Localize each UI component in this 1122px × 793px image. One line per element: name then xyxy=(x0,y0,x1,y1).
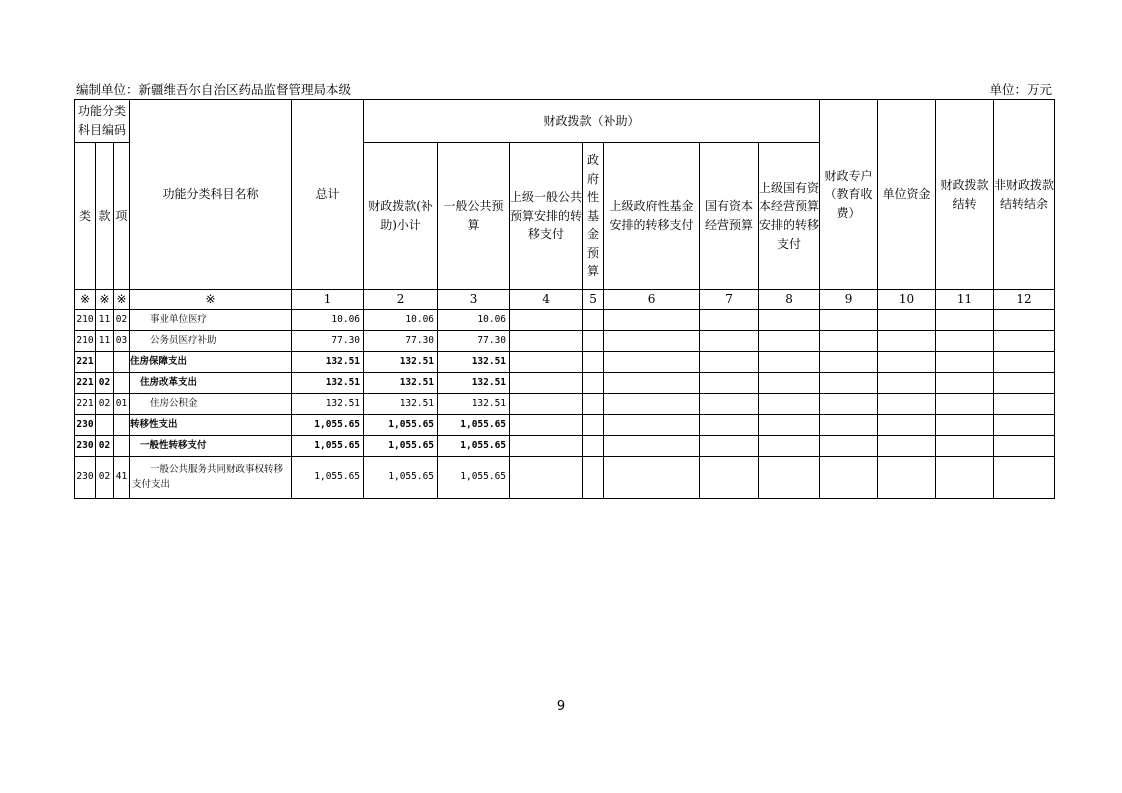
kuan-cell: 02 xyxy=(96,394,114,415)
kuan-cell: 02 xyxy=(96,457,114,499)
table-row xyxy=(75,436,1055,457)
lei-cell: 210 xyxy=(75,310,96,331)
kuan-cell: 02 xyxy=(96,373,114,394)
xiang-cell: 01 xyxy=(114,394,130,415)
kuan-cell xyxy=(96,352,114,373)
index-number: 6 xyxy=(604,290,700,310)
subtotal-cell: 77.30 xyxy=(364,331,438,352)
subtotal-cell: 10.06 xyxy=(364,310,438,331)
total-cell: 1,055.65 xyxy=(292,415,364,436)
currency-unit-label: 单位：万元 xyxy=(989,82,1052,97)
xiang-cell xyxy=(114,436,130,457)
total-cell: 77.30 xyxy=(292,331,364,352)
index-number: 2 xyxy=(364,290,438,310)
index-number: 3 xyxy=(438,290,510,310)
fiscal-group-header: 财政拨款（补助） xyxy=(364,100,820,143)
col4-header: 上级一般公共预算安排的转移支付 xyxy=(510,143,583,290)
total-cell: 1,055.65 xyxy=(292,457,364,499)
col5-header: 政府性基金预算 xyxy=(583,143,604,290)
table-row xyxy=(75,457,1055,499)
col6-header: 上级政府性基金安排的转移支付 xyxy=(604,143,700,290)
index-mark: ※ xyxy=(75,290,96,310)
col9-header: 财政专户（教育收费） xyxy=(820,100,878,290)
index-number: 9 xyxy=(820,290,878,310)
general-budget-cell: 132.51 xyxy=(438,394,510,415)
subtotal-cell: 132.51 xyxy=(364,373,438,394)
xiang-header: 项 xyxy=(114,143,130,290)
total-cell: 132.51 xyxy=(292,373,364,394)
col11-header: 财政拨款结转 xyxy=(936,100,994,290)
index-number: 8 xyxy=(759,290,820,310)
subtotal-cell: 1,055.65 xyxy=(364,436,438,457)
xiang-cell xyxy=(114,415,130,436)
total-cell: 10.06 xyxy=(292,310,364,331)
lei-cell: 230 xyxy=(75,415,96,436)
kuan-cell: 11 xyxy=(96,310,114,331)
index-mark: ※ xyxy=(130,290,292,310)
general-budget-cell: 132.51 xyxy=(438,373,510,394)
total-cell: 1,055.65 xyxy=(292,436,364,457)
total-cell: 132.51 xyxy=(292,352,364,373)
general-budget-cell: 1,055.65 xyxy=(438,415,510,436)
page-number: 9 xyxy=(556,699,566,714)
table-row xyxy=(75,415,1055,436)
subtotal-cell: 1,055.65 xyxy=(364,457,438,499)
col2-header: 财政拨款(补助)小计 xyxy=(364,143,438,290)
general-budget-cell: 1,055.65 xyxy=(438,457,510,499)
func-name-cell: 住房改革支出 xyxy=(130,373,292,394)
subtotal-cell: 1,055.65 xyxy=(364,415,438,436)
index-number: 11 xyxy=(936,290,994,310)
index-number: 5 xyxy=(583,290,604,310)
index-number: 7 xyxy=(700,290,759,310)
func-name-cell: 住房公积金 xyxy=(130,394,292,415)
col3-header: 一般公共预算 xyxy=(438,143,510,290)
kuan-cell xyxy=(96,415,114,436)
table-row xyxy=(75,310,1055,331)
table-row xyxy=(75,394,1055,415)
compiling-unit-label: 编制单位：新疆维吾尔自治区药品监督管理局本级 xyxy=(76,82,352,97)
col7-header: 国有资本经营预算 xyxy=(700,143,759,290)
lei-cell: 221 xyxy=(75,352,96,373)
lei-cell: 210 xyxy=(75,331,96,352)
func-name-cell: 事业单位医疗 xyxy=(130,310,292,331)
index-number: 1 xyxy=(292,290,364,310)
general-budget-cell: 10.06 xyxy=(438,310,510,331)
xiang-cell: 02 xyxy=(114,310,130,331)
kuan-cell: 11 xyxy=(96,331,114,352)
func-name-header: 功能分类科目名称 xyxy=(130,100,292,290)
func-code-header: 功能分类科目编码 xyxy=(75,100,130,143)
kuan-cell: 02 xyxy=(96,436,114,457)
index-mark: ※ xyxy=(114,290,130,310)
col8-header: 上级国有资本经营预算安排的转移支付 xyxy=(759,143,820,290)
table-row xyxy=(75,352,1055,373)
budget-table xyxy=(74,99,1055,499)
xiang-cell xyxy=(114,373,130,394)
lei-cell: 221 xyxy=(75,394,96,415)
general-budget-cell: 77.30 xyxy=(438,331,510,352)
xiang-cell: 41 xyxy=(114,457,130,499)
func-name-cell: 公务员医疗补助 xyxy=(130,331,292,352)
lei-header: 类 xyxy=(75,143,96,290)
func-name-cell: 一般公共服务共同财政事权转移支付支出 xyxy=(132,464,284,490)
subtotal-cell: 132.51 xyxy=(364,352,438,373)
lei-cell: 221 xyxy=(75,373,96,394)
index-number: 4 xyxy=(510,290,583,310)
general-budget-cell: 132.51 xyxy=(438,352,510,373)
kuan-header: 款 xyxy=(96,143,114,290)
total-cell: 132.51 xyxy=(292,394,364,415)
general-budget-cell: 1,055.65 xyxy=(438,436,510,457)
col12-header: 非财政拨款结转结余 xyxy=(994,100,1055,290)
col10-header: 单位资金 xyxy=(878,100,936,290)
func-name-cell: 转移性支出 xyxy=(130,415,292,436)
lei-cell: 230 xyxy=(75,457,96,499)
func-name-cell: 住房保障支出 xyxy=(130,352,292,373)
index-mark: ※ xyxy=(96,290,114,310)
index-number: 10 xyxy=(878,290,936,310)
table-row xyxy=(75,373,1055,394)
table-row xyxy=(75,331,1055,352)
func-name-cell: 一般性转移支付 xyxy=(130,436,292,457)
subtotal-cell: 132.51 xyxy=(364,394,438,415)
total-header: 总计 xyxy=(292,100,364,290)
lei-cell: 230 xyxy=(75,436,96,457)
xiang-cell xyxy=(114,352,130,373)
index-number: 12 xyxy=(994,290,1055,310)
xiang-cell: 03 xyxy=(114,331,130,352)
